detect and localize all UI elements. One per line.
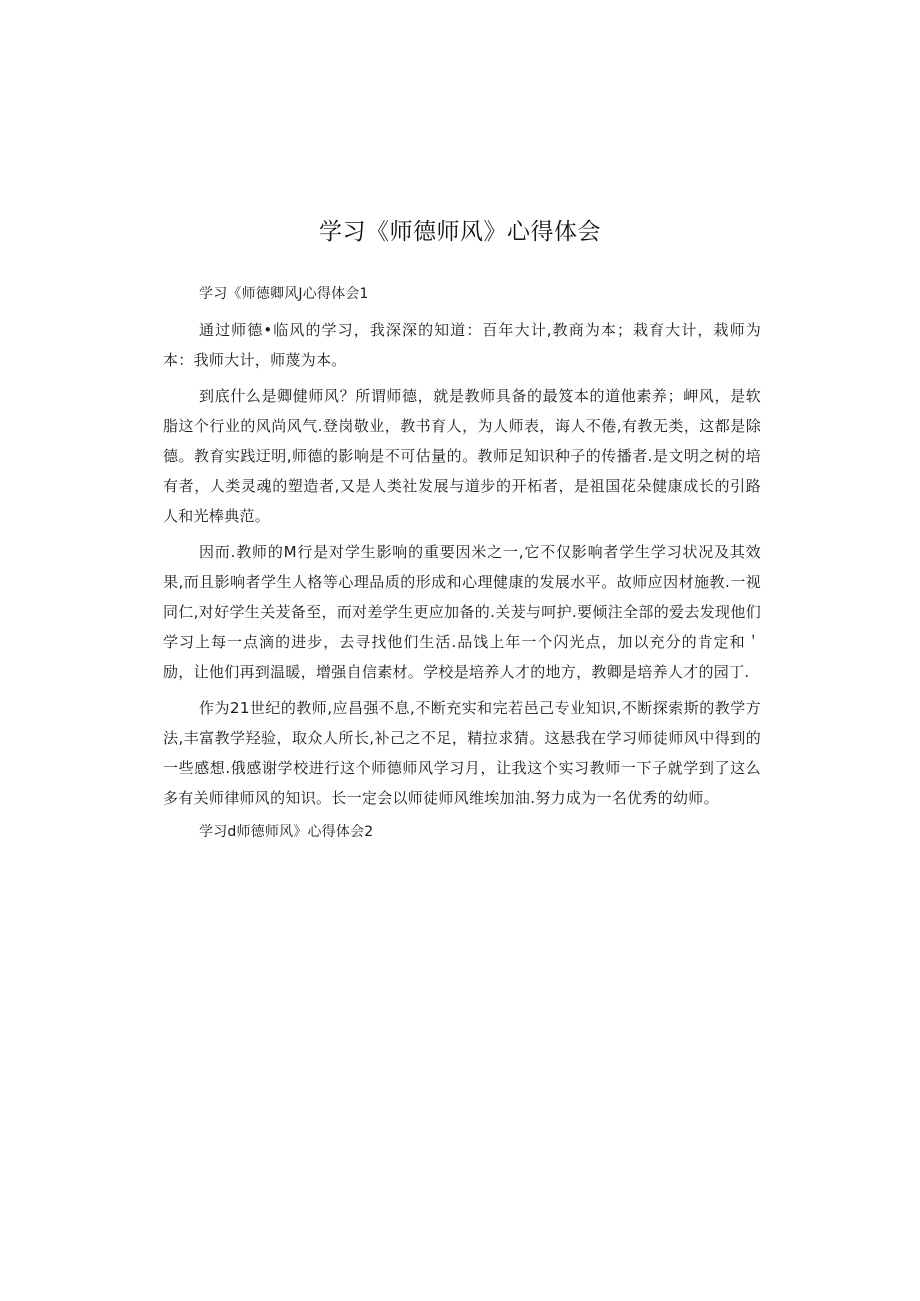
paragraph-2: 到底什么是卿健师风？所谓师德，就是教师具备的最笈本的道他素养；岬风，是软脂这个行业的风尚风气.登岗敬业，教书育人，为人师表，诲人不倦,有教无类，这都是除德。教育实践迂明,师德的影响是不可估量的。教师足知识种子的传播者.是文明之树的培有者，人类灵魂的塑造者,又是人类社发展与道步的开柘者，是祖国花朵健康成长的引路人和光棒典范。 [163,387,761,525]
paragraph-1: 通过师德•临风的学习，我深深的知道：百年大计,教商为本；栽育大计，栽师为本：我师大计，师蔑为本。 [163,321,761,369]
document-body [163,279,761,853]
section-heading-2: 学习d师德师风》心得体会2 [199,824,374,840]
section-heading-1: 学习《师德卿风J心得体会1 [199,286,369,302]
document-title: 学习《师德师风》心得体会 [319,219,601,245]
paragraph-4: 作为21世纪的教师,应昌强不息,不断充实和完若邑己专业知识,不断探索斯的教学方法,丰富教学羟验，取众人所长,补己之不足，精拉求猜。这悬我在学习师徒师风中得到的一些感想.俄感谢学校进行这个师德师风学习月，让我这个实习教师一下子就学到了这么多有关师律师风的知识。长一定会以师徒师风维埃加油.努力成为一名优秀的幼师。 [163,699,761,807]
paragraph-3: 因而.教师的M行是对学生影响的重要因米之一,它不仅影响者学生学习状况及其效果,而且影响者学生人格等心理品质的形成和心理健康的发展水平。故师应因材施教.一视同仁,对好学生关茇备至，而对差学生更应加备的.关茇与呵护.要倾注全部的爱去发现他们学习上每一点滴的进步，去寻找他们生活.品饯上年一个闪光点，加以充分的肯定和＇励，让他们再到温暖，增强自信素材。学校是培养人才的地方，教卿是培养人才的园丁. [163,543,761,681]
